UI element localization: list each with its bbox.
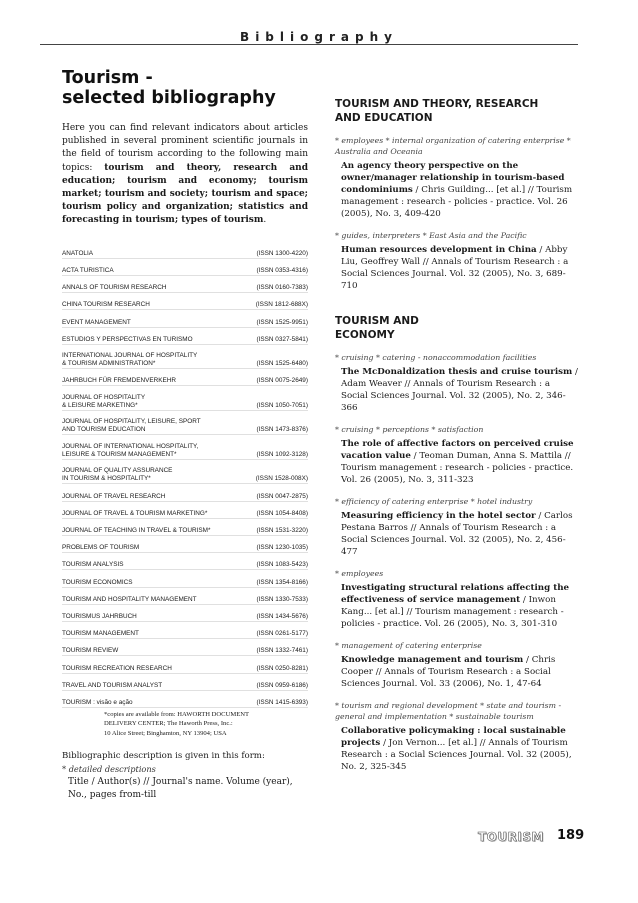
journal-issn: (ISSN 1330-7533) [256,595,308,603]
intro-text: Here you can find relevant indicators about articles published in several prominent scientific journals in the field of tourism according to the following main topics: [62,123,308,173]
journal-row [62,386,308,411]
journal-name: INTERNATIONAL JOURNAL OF HOSPITALITY & TOURISM ADMINISTRATION* [62,352,198,368]
running-header: Bibliography [240,30,398,44]
journal-row [62,345,308,370]
journal-row [62,259,308,276]
entry-keywords: * tourism and regional development * state and tourism - general and implementation * sustainable tourism [335,701,562,721]
journal-name: TOURISM RECREATION RESEARCH [62,664,172,672]
copies-note: *copies are available from: HAWORTH DOCUMENT DELIVERY CENTER; The Haworth Press, Inc.: 10 Alice Street; Binghamton, NY 13904; USA [104,710,250,738]
entry-citation: / Chris Guilding... [et al.] // Tourism management : research - policies - practice. Vol. 26 (2005), No. 3, 409-420 [341,185,573,219]
section-title: TOURISM AND ECONOMY [335,315,419,341]
entry-citation: / Chris Cooper // Annals of Tourism Research : a Social Sciences Journal. Vol. 33 (2006), No. 1, 47-64 [341,655,556,689]
entry-keywords: * management of catering enterprise [335,641,482,650]
journal-name: ANATOLIA [62,249,94,257]
journal-name: TOURISM REVIEW [62,647,119,655]
journal-name: PROBLEMS OF TOURISM [62,544,140,552]
entry-title: Human resources development in China [341,245,537,255]
tourism-logo: TOURISM [478,830,544,844]
entry-citation: / Carlos Pestana Barros // Annals of Tourism Research : a Social Sciences Journal. Vol. 32 (2005), No. 2, 456-477 [341,511,573,557]
journal-issn: (ISSN 0327-5841) [256,335,308,343]
entry-citation: / Adam Weaver // Annals of Tourism Research : a Social Sciences Journal. Vol. 32 (2005), No. 2, 346-366 [341,367,578,413]
journal-name: ACTA TURISTICA [62,267,114,274]
journal-name: JOURNAL OF TRAVEL RESEARCH [62,492,166,500]
header-rule [40,44,578,45]
section-title: TOURISM AND THEORY, RESEARCH AND EDUCATION [335,98,539,124]
entry-title: An agency theory perspective on the owner/manager relationship in tourism-based condominiums [341,161,565,195]
bibliography-entry [341,438,579,486]
bibliography-entry [341,160,579,220]
bib-description: Bibliographic description is given in this form: [62,750,265,761]
journal-issn: (ISSN 0261-5177) [256,630,308,638]
journal-row [62,242,308,259]
journal-name: EVENT MANAGEMENT [62,318,131,326]
journal-name: JOURNAL OF TRAVEL & TOURISM MARKETING* [62,509,208,517]
entry-keywords: * employees [335,569,384,578]
journal-issn: (ISSN 1528-008X) [255,475,308,483]
journal-issn: (ISSN 1054-8408) [256,509,308,517]
entry-citation: / Teoman Duman, Anna S. Mattila // Tourism management : research - policies - practice. Vol. 26 (2005), No. 3, 311-323 [341,451,574,485]
journal-issn: (ISSN 1083-5423) [256,561,308,569]
journal-issn: (ISSN 1092-3128) [256,450,308,458]
journal-row [62,435,308,460]
journal-name: JOURNAL OF HOSPITALITY, LEISURE, SPORT AND TOURISM EDUCATION [62,418,201,434]
journal-row [62,553,308,570]
journal-name: JOURNAL OF INTERNATIONAL HOSPITALITY, LEISURE & TOURISM MANAGEMENT* [62,442,199,458]
detailed-descriptions: * detailed descriptions [62,763,156,774]
title-line-2: selected bibliography [62,88,276,108]
bibliography-entry [341,654,579,690]
journal-issn: (ISSN 1531-3220) [256,527,308,534]
journal-issn: (ISSN 1434-5676) [256,612,308,620]
journal-name: JAHRBUCH FÜR FREMDENVERKEHR [62,377,176,385]
journal-name: TOURISMUS JAHRBUCH [62,612,137,620]
journal-name: TOURISM ECONOMICS [62,578,133,586]
journal-issn: (ISSN 0160-7383) [256,284,308,292]
journal-table [62,242,308,708]
journal-issn: (ISSN 1525-9951) [256,318,308,326]
journal-row [62,519,308,536]
journal-row [62,622,308,639]
bibliography-entry [341,366,579,414]
journal-row [62,639,308,656]
journal-issn: (ISSN 1332-7461) [256,647,308,655]
journal-issn: (ISSN 1473-8376) [256,426,308,434]
journal-row [62,674,308,691]
right-column [335,97,579,773]
journal-name: ANNALS OF TOURISM RESEARCH [62,284,167,292]
journal-issn: (ISSN 1415-6393) [256,698,308,706]
page-number: 189 [557,828,585,843]
intro-end: . [263,215,267,226]
journal-issn: (ISSN 0959-6186) [256,681,308,689]
intro-topics: tourism and theory, research and education; tourism and economy; tourism market; tourism and society; tourism and space; tourism policy and organization; statistics and forecasting in tourism; types of tourism [62,162,308,226]
entry-title: Measuring efficiency in the hotel sector [341,511,536,521]
journal-row [62,484,308,501]
journal-row [62,570,308,587]
journal-issn: (ISSN 0047-2875) [256,492,308,500]
journal-row [62,502,308,519]
entry-keywords: * cruising * catering - nonaccommodation facilities [335,353,537,362]
journal-issn: (ISSN 1354-8166) [256,578,308,586]
journal-name: TRAVEL AND TOURISM ANALYST [62,681,163,689]
journal-row [62,411,308,436]
title-line-1: Tourism - [62,68,153,88]
journal-name: JOURNAL OF HOSPITALITY & LEISURE MARKETING* [62,393,146,409]
journal-row [62,310,308,327]
journal-name: TOURISM : visão e ação [62,698,133,706]
format-line: Title / Author(s) // Journal's name. Volume (year), No., pages from-till [68,776,293,800]
journal-issn: (ISSN 1525-6480) [256,360,308,368]
journal-name: TOURISM MANAGEMENT [62,630,139,638]
journal-issn: (ISSN 0353-4316) [256,267,308,274]
journal-row [62,588,308,605]
journal-row [62,656,308,673]
journal-issn: (ISSN 0250-8281) [256,664,308,672]
entry-keywords: * efficiency of catering enterprise * hotel industry [335,497,533,506]
journal-issn: (ISSN 1300-4220) [256,249,308,257]
entry-citation: / Inwon Kang... [et al.] // Tourism management : research - policies - practice. Vol. 26 (2005), No. 3, 301-310 [341,595,564,629]
bibliography-entry [341,244,579,292]
entry-citation: / Abby Liu, Geoffrey Wall // Annals of Tourism Research : a Social Sciences Journal. Vol. 32 (2005), No. 3, 689-710 [341,245,569,291]
entry-title: The McDonaldization thesis and cruise tourism [341,367,573,377]
journal-row [62,276,308,293]
entry-title: The role of affective factors on perceived cruise vacation value [341,439,574,461]
entry-title: Collaborative policymaking : local sustainable projects [341,726,566,748]
left-column [62,68,308,802]
journal-row [62,605,308,622]
journal-name: ESTUDIOS Y PERSPECTIVAS EN TURISMO [62,335,193,343]
entry-keywords: * employees * internal organization of catering enterprise * Australia and Oceania [335,136,571,156]
bibliography-entry [341,725,579,773]
entry-title: Knowledge management and tourism [341,655,524,665]
entry-citation: / Jon Vernon... [et al.] // Annals of Tourism Research : a Social Sciences Journal. Vol. 32 (2005), No. 2, 325-345 [341,738,572,772]
journal-row [62,691,308,708]
journal-name: TOURISM ANALYSIS [62,561,124,569]
journal-issn: (ISSN 1230-1035) [256,544,308,552]
journal-issn: (ISSN 1812-688X) [255,301,308,309]
entry-title: Investigating structural relations affecting the effectiveness of service management [341,583,570,605]
journal-name: JOURNAL OF TEACHING IN TRAVEL & TOURISM* [62,527,211,534]
journal-row [62,369,308,386]
bibliography-entry [341,582,579,630]
journal-row [62,536,308,553]
bibliography-entry [341,510,579,558]
journal-row [62,293,308,310]
journal-name: JOURNAL OF QUALITY ASSURANCE IN TOURISM & HOSPITALITY* [62,467,173,483]
journal-name: TOURISM AND HOSPITALITY MANAGEMENT [62,595,197,603]
journal-row [62,328,308,345]
journal-row [62,460,308,485]
page-title [62,68,308,108]
entry-keywords: * guides, interpreters * East Asia and the Pacific [335,231,527,240]
intro-paragraph [62,122,308,228]
journal-name: CHINA TOURISM RESEARCH [62,301,150,309]
journal-issn: (ISSN 0075-2649) [256,377,308,385]
entry-keywords: * cruising * perceptions * satisfaction [335,425,484,434]
journal-issn: (ISSN 1050-7051) [256,401,308,409]
